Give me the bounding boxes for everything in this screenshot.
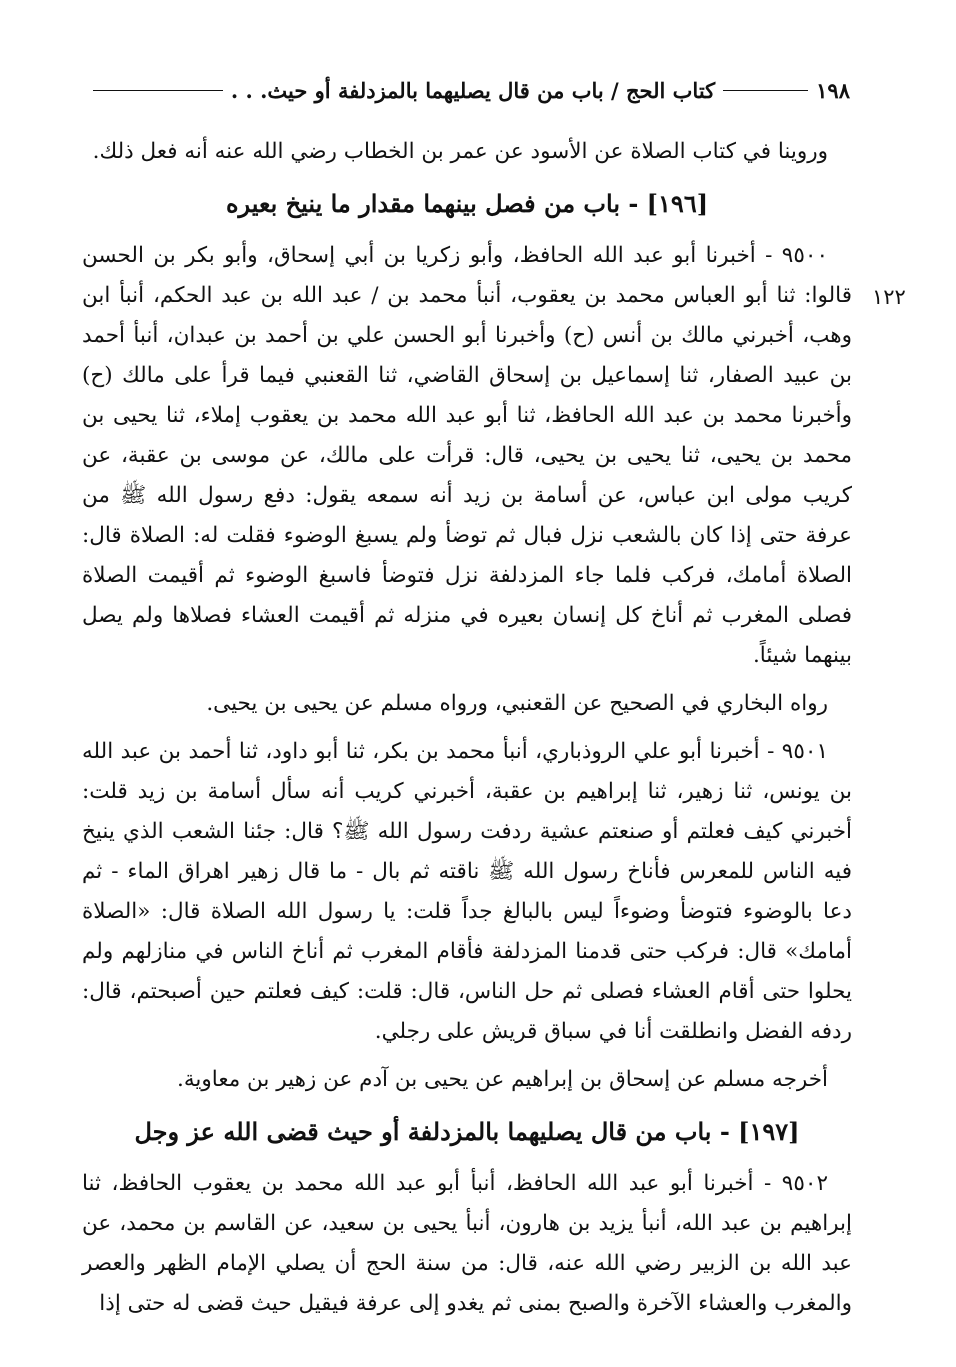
text-paragraph: ٩٥٠٠ - أخبرنا أبو عبد الله الحافظ، وأبو زكريا بن أبي إسحاق، وأبو بكر بن الحسن قالوا: ثنا أبو العباس محمد بن يعقوب، أنبأ محمد بن / عبد الله بن عبد الحكم، أنبأ ابن وهب، أخبرني مالك بن أنس (ح) وأخبرنا أبو الحسن علي بن أحمد بن عبدان، أنبأ أحمد بن عبيد الصفار، ثنا إسماعيل بن إسحاق القاضي، ثنا القعنبي فيما قرأ على مالك (ح) وأخبرنا محمد بن عبد الله الحافظ، ثنا أبو عبد الله محمد بن يعقوب إملاء، ثنا يحيى بن محمد بن يحيى، ثنا يحيى بن يحيى، قال: قرأت على مالك، عن موسى بن عقبة، عن كريب مولى ابن عباس، عن أسامة بن زيد أنه سمعه يقول: دفع رسول الله ﷺ من عرفة حتى إذا كان بالشعب نزل فبال ثم توضأ ولم يسبغ الوضوء فقلت له: الصلاة قال: الصلاة أمامك، فركب فلما جاء المزدلفة نزل فتوضأ فاسبغ الوضوء ثم أقيمت الصلاة فصلى المغرب ثم أناخ كل إنسان بعيره في منزله ثم أقيمت العشاء فصلاها ولم يصل بينهما شيئاً.: [82, 243, 852, 668]
main-text: [82, 132, 852, 1324]
header-rule-left: [93, 90, 223, 91]
header-rule-right: [723, 90, 808, 91]
running-header: [85, 70, 850, 110]
text-paragraph: أخرجه مسلم عن إسحاق بن إبراهيم عن يحيى بن آدم عن زهير بن معاوية.: [177, 1067, 828, 1092]
text-paragraph: وروينا في كتاب الصلاة عن الأسود عن عمر بن الخطاب رضي الله عنه أنه فعل ذلك.: [92, 139, 828, 164]
chapter-heading: [١٩٦] - باب من فصل بينهما مقدار ما ينيخ بعيره: [225, 189, 709, 218]
chapter-heading: [١٩٧] - باب من قال يصليهما بالمزدلفة أو حيث قضى الله عز وجل: [134, 1117, 800, 1146]
text-paragraph: رواه البخاري في الصحيح عن القعنبي، ورواه مسلم عن يحيى بن يحيى.: [206, 691, 828, 716]
margin-reference-number: ١٢٢: [872, 285, 906, 309]
text-paragraph: ٩٥٠١ - أخبرنا أبو علي الروذباري، أنبأ محمد بن بكر، ثنا أبو داود، ثنا أحمد بن عبد الله بن يونس، ثنا زهير، ثنا إبراهيم بن عقبة، أخبرني كريب أنه سأل أسامة بن زيد قلت: أخبرني كيف فعلتم أو صنعتم عشية ردفت رسول الله ﷺ؟ قال: جئنا الشعب الذي ينيخ فيه الناس للمعرس فأناخ رسول الله ﷺ ناقته ثم بال - ما قال زهير اهراق الماء - ثم دعا بالوضوء فتوضأ وضوءاً ليس بالبالغ جداً قلت: يا رسول الله الصلاة قال: «الصلاة أمامك» قال: فركب حتى قدمنا المزدلفة فأقام المغرب ثم أناخ الناس في منازلهم ولم يحلوا حتى أقام العشاء فصلى ثم حل الناس، قال: قلت: كيف فعلتم حين أصبحتم، قال: ردفه الفضل وانطلقت أنا في سباق قريش على رجلي.: [82, 739, 852, 1044]
page-number: ١٩٨: [816, 77, 850, 103]
running-title: كتاب الحج / باب من قال يصليهما بالمزدلفة أو حيث. . .: [230, 77, 716, 103]
text-paragraph: ٩٥٠٢ - أخبرنا أبو عبد الله الحافظ، أنبأ أبو عبد الله محمد بن يعقوب الحافظ، ثنا إبراهيم بن عبد الله، أنبأ يزيد بن هارون، أنبأ يحيى بن سعيد، عن القاسم بن محمد، عن عبد الله بن الزبير رضي الله عنه، قال: من سنة الحج أن يصلي الإمام الظهر والعصر والمغرب والعشاء الآخرة والصبح بمنى ثم يغدو إلى عرفة فيقيل حيث قضى له حتى إذا: [82, 1171, 852, 1316]
